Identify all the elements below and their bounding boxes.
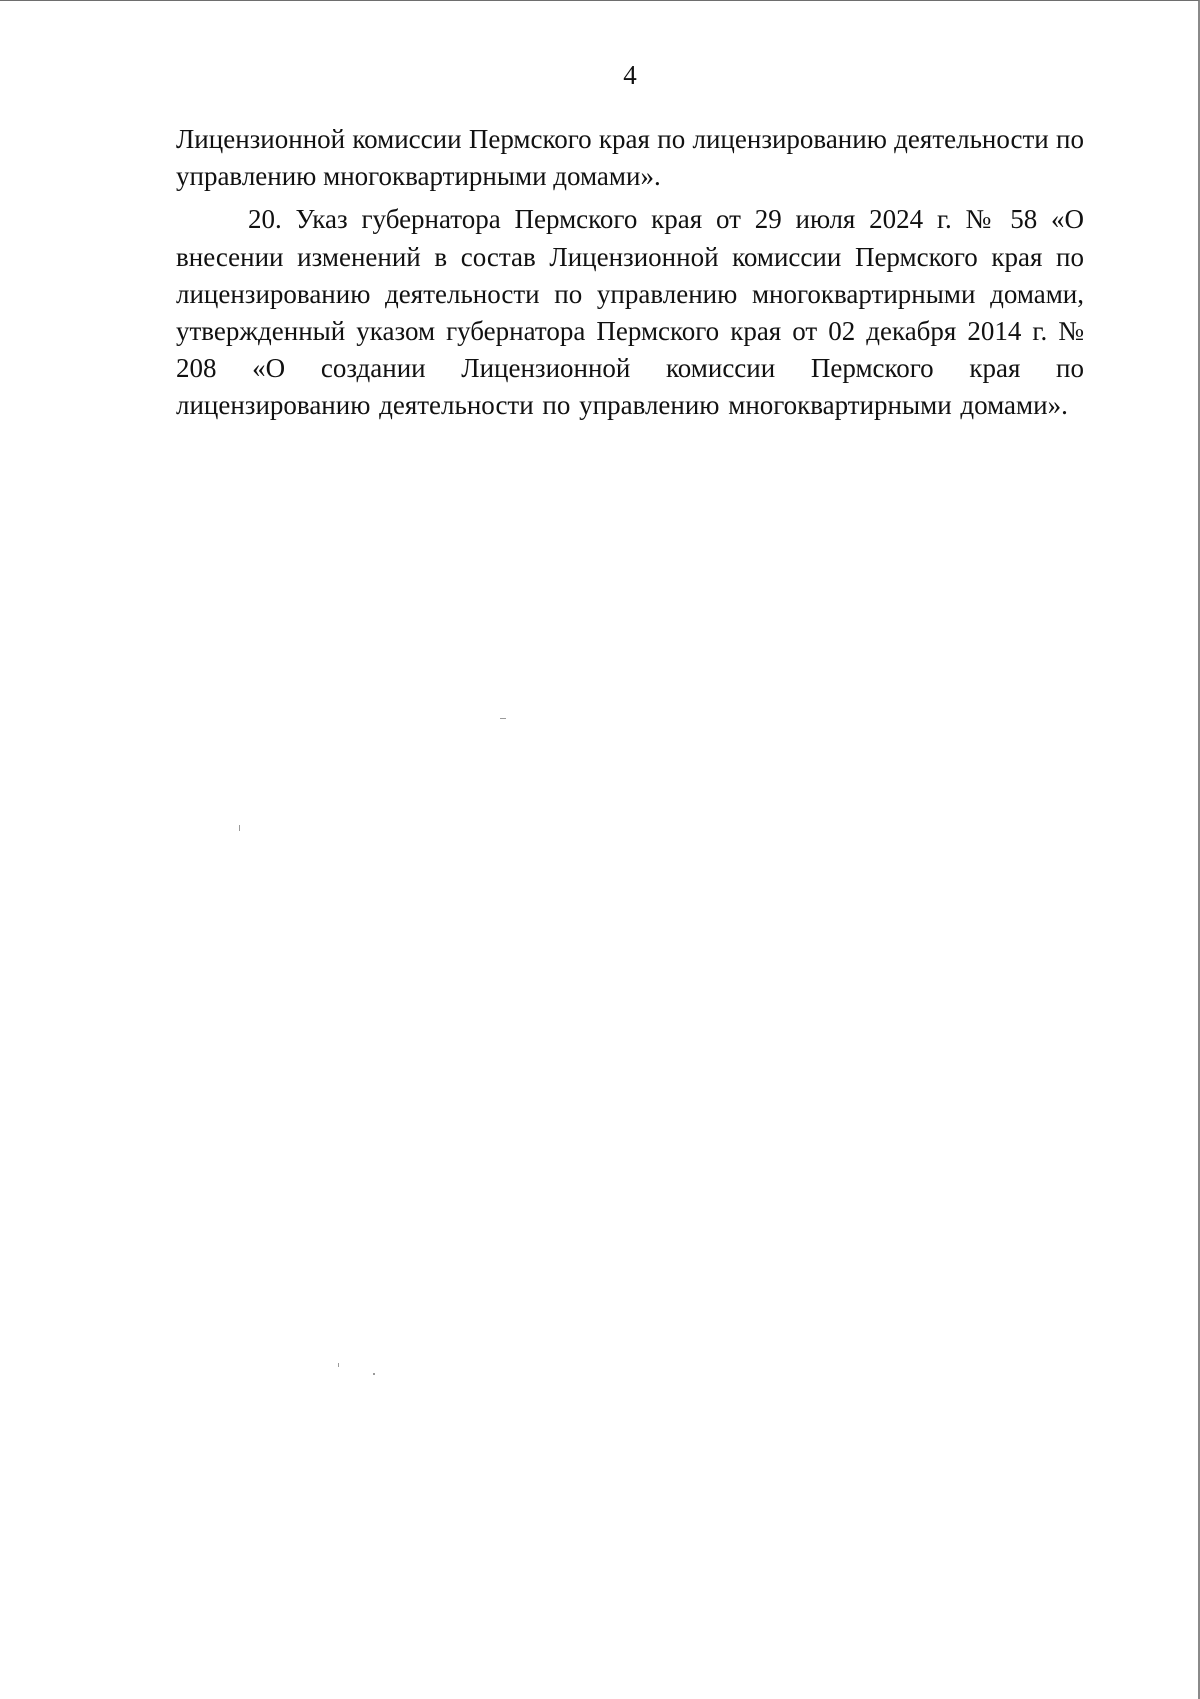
scan-speck	[373, 1373, 375, 1375]
paragraph-item-20: 20. Указ губернатора Пермского края от 29 июля 2024 г. № 58 «О внесении изменений в состав Лицензионной комиссии Пермского края по лицензированию деятельности по управлению многоквартирными домами, утвержденный указом губернатора Пермского края от 02 декабря 2014 г. № 208 «О создании Лицензионной комиссии Пермского края по лицензированию деятельности по управлению многоквартирными домами».	[176, 204, 1084, 421]
scan-speck	[338, 1363, 339, 1367]
scan-speck	[239, 825, 240, 831]
scan-speck	[500, 718, 506, 719]
page-number: 4	[623, 60, 637, 90]
paragraph-continuation: Лицензионной комиссии Пермского края по лицензированию деятельности по управлению многоквартирными домами».	[176, 124, 1084, 192]
document-body	[176, 121, 1084, 425]
